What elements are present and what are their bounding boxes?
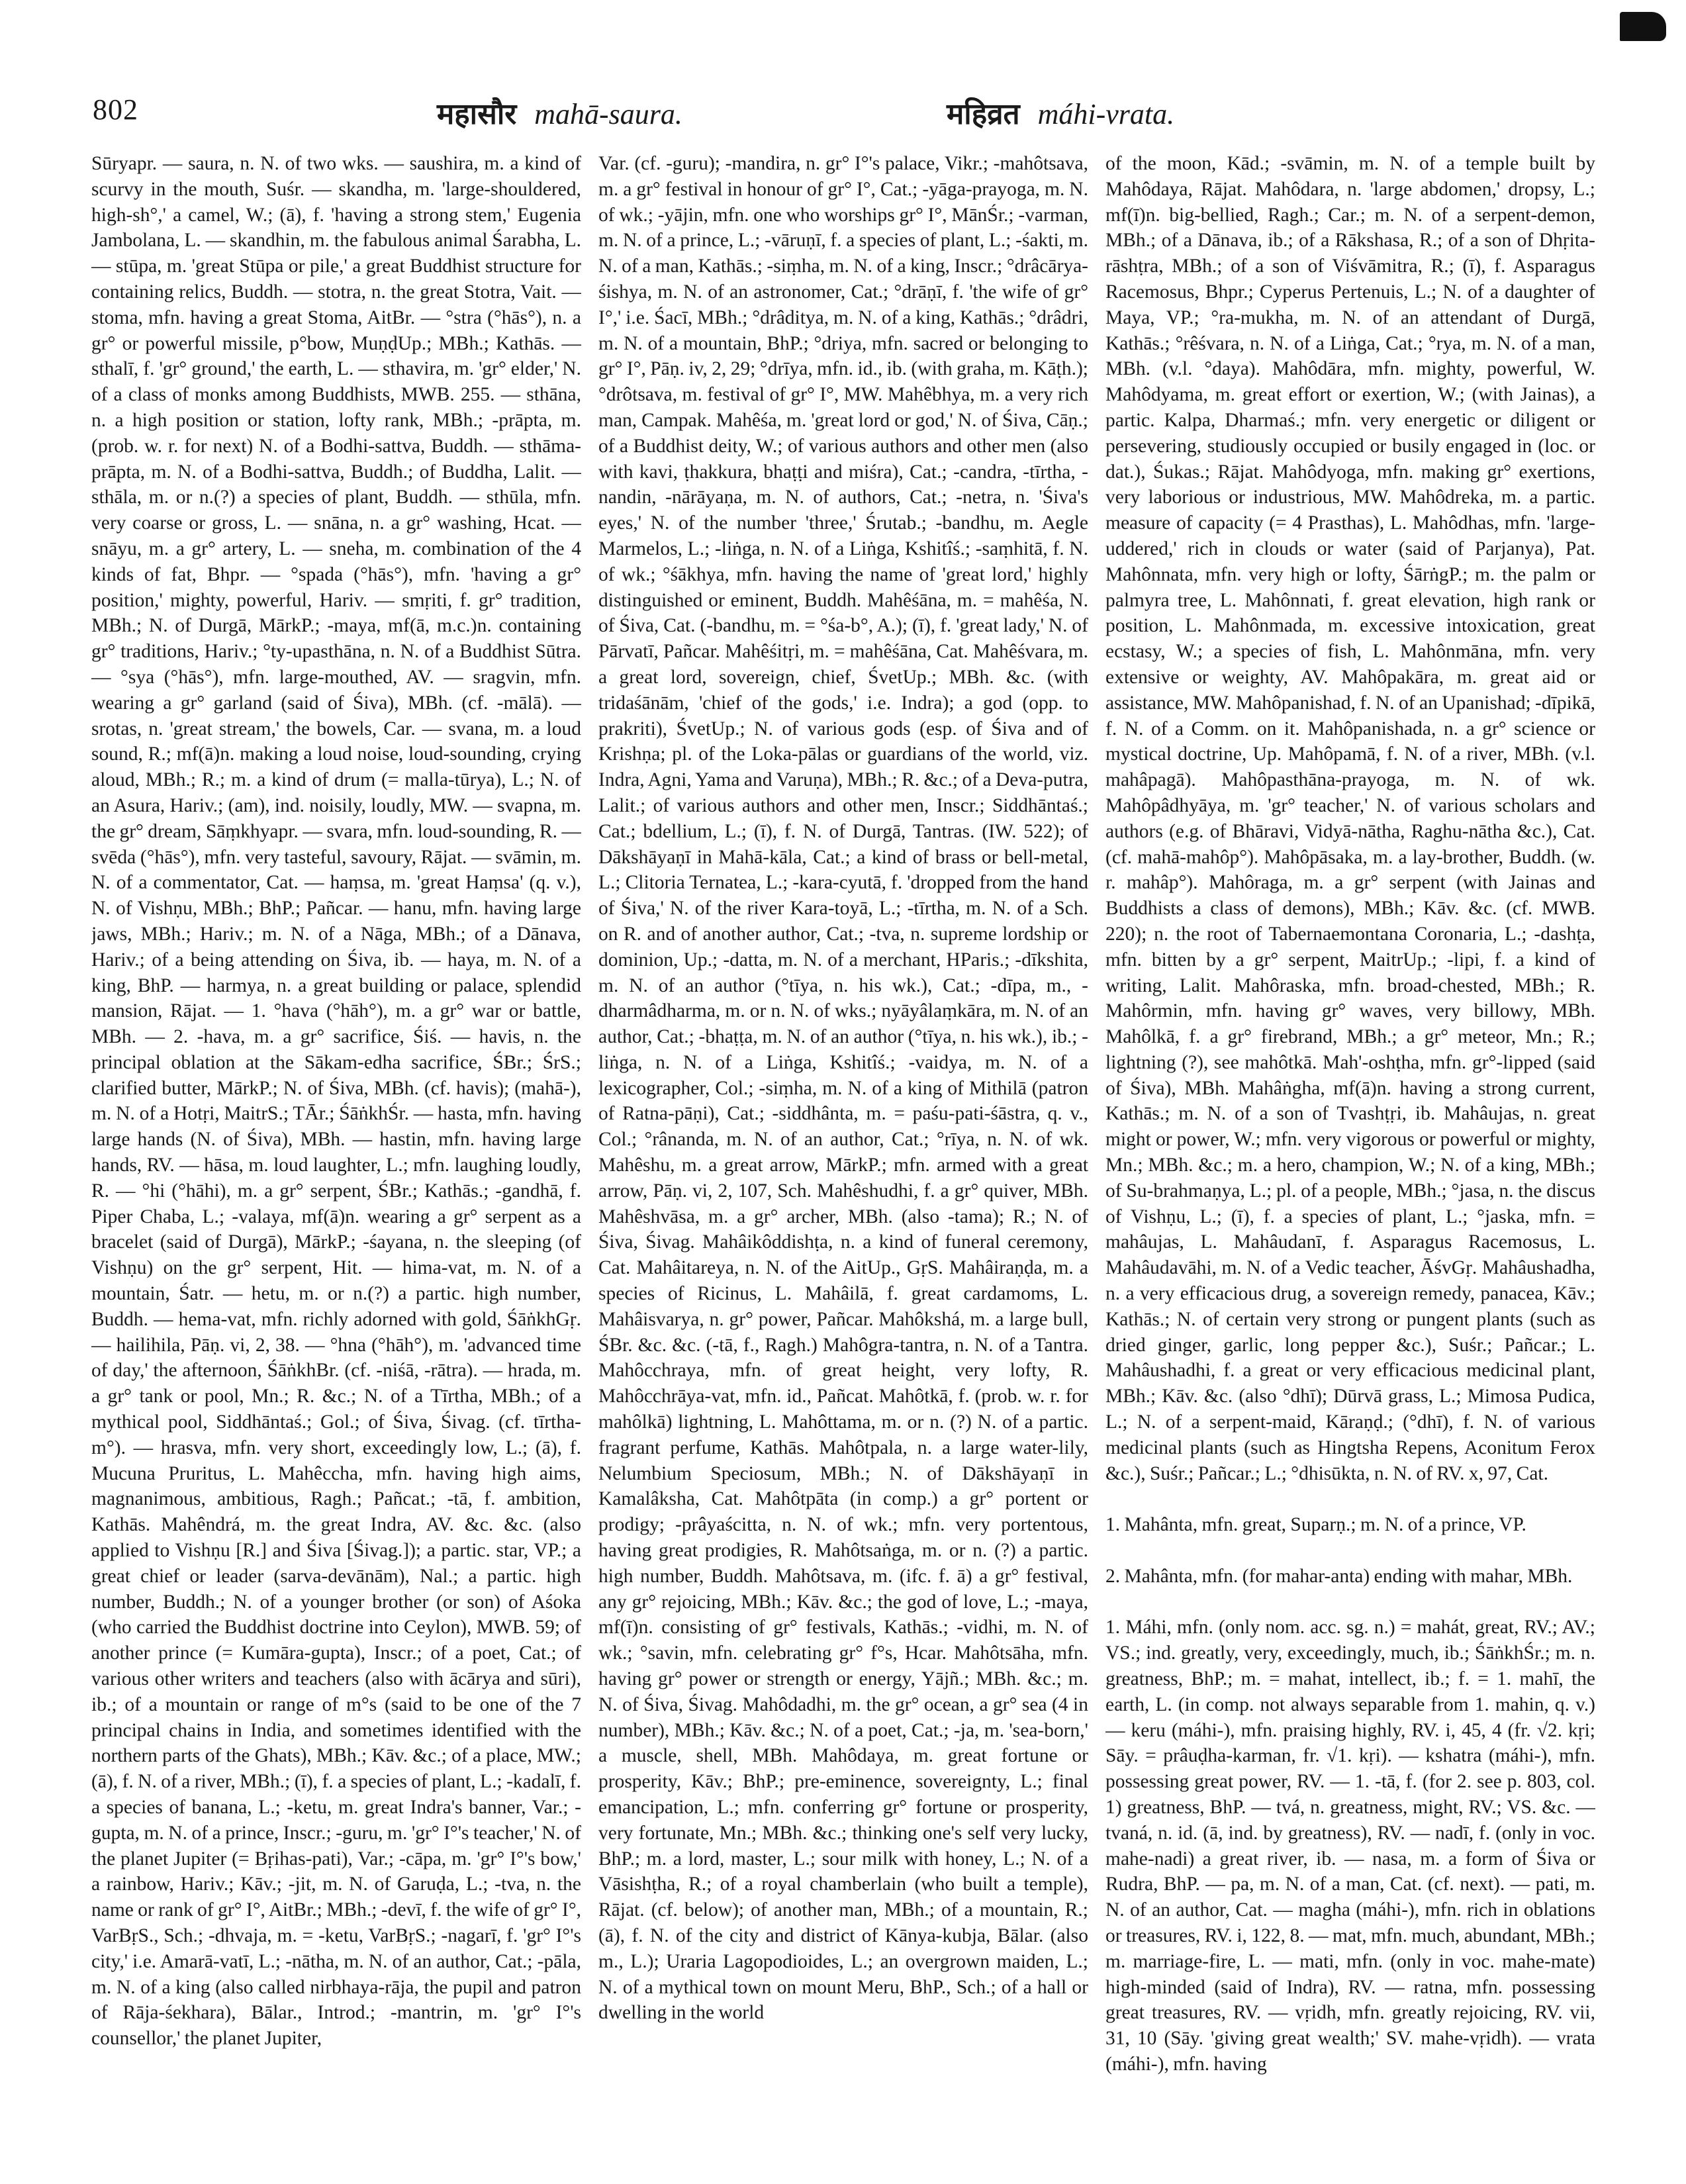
corner-scan-mark — [1620, 12, 1666, 41]
column-right-text: of the moon, Kād.; -svāmin, m. N. of a temple built by Mahôdaya, Rājat. Mahôdara, n. 'large abdomen,' dropsy, L.; mf(ī)n. big-bellied, Ragh.; Car.; m. N. of a serpent-demon, MBh.; of a Dānava, ib.; of a Rākshasa, R.; of a son of Dhṛita-rāshṭra, MBh.; of a son of Viśvāmitra, R.; (ī), f. Asparagus Racemosus, Bhpr.; Cyperus Pertenuis, L.; N. of a daughter of Maya, VP.; °ra-mukha, m. N. of an attendant of Durgā, Kathās.; °rêśvara, n. N. of a Liṅga, Cat.; °rya, m. N. of a man, MBh. (v.l. °daya). Mahôdāra, mfn. mighty, powerful, W. Mahôdyama, m. great effort or exertion, W.; (with Jainas), a partic. Kalpa, Dharmaś.; mfn. very energetic or diligent or persevering, studiously occupied or busily engaged in (loc. or dat.), Śukas.; Rājat. Mahôdyoga, mfn. making gr° exertions, very laborious or industrious, MW. Mahôdreka, m. a partic. measure of capacity (= 4 Prasthas), L. Mahôdhas, mfn. 'large-uddered,' rich in clouds or water (said of Parjanya), Pat. Mahônnata, mfn. very high or lofty, ŚārṅgP.; m. the palm or palmyra tree, L. Mahônnati, f. great elevation, high rank or position, L. Mahônmada, m. excessive intoxication, great ecstasy, W.; a species of fish, L. Mahônmāna, mfn. very extensive or weighty, AV. Mahôpakāra, m. great aid or assistance, MW. Mahôpanishad, f. N. of an Upanishad; -dīpikā, f. N. of a Comm. on it. Mahôpanishada, n. a gr° science or mystical doctrine, Up. Mahôpamā, f. N. of a river, MBh. (v.l. mahâpagā). Mahôpasthāna-prayoga, m. N. of wk. Mahôpâdhyāya, m. 'gr° teacher,' N. of various scholars and authors (e.g. of Bhāravi, Vidyā-nātha, Raghu-nātha &c.), Cat. (cf. mahā-mahôp°). Mahôpāsaka, m. a lay-brother, Buddh. (w. r. mahâp°). Mahôraga, m. a gr° serpent (with Jainas and Buddhists a class of demons), MBh.; Kāv. &c. (cf. MWB. 220); n. the root of Tabernaemontana Coronaria, L.; -dashṭa, mfn. bitten by a gr° serpent, MaitrUp.; -lipi, f. a kind of writing, Lalit. Mahôraska, mfn. broad-chested, MBh.; R. Mahôrmin, mfn. having gr° waves, very billowy, MBh. Mahôlkā, f. a gr° firebrand, MBh.; a gr° meteor, Mn.; R.; lightning (?), see mahôtkā. Mah'-oshṭha, mfn. gr°-lipped (said of Śiva), MBh. Mahâṅgha, mf(ā)n. having a strong current, Kathās.; m. N. of a son of Tvashṭṛi, ib. Mahâujas, n. great might or power, W.; mfn. very vigorous or powerful or mighty, Mn.; MBh. &c.; m. a hero, champion, W.; N. of a king, MBh.; of Su-brahmaṇya, L.; pl. of a people, MBh.; °jasa, n. the discus of Vishṇu, L.; (ī), f. a species of plant, L.; °jaska, mfn. = mahâujas, L. Mahâudanī, f. Asparagus Racemosus, L. Mahâudavāhi, m. N. of a Vedic teacher, ĀśvGṛ. Mahâushadha, n. a very efficacious drug, a sovereign remedy, panacea, Kāv.; Kathās.; N. of certain very strong or pungent plants (such as dried ginger, garlic, long pepper &c.), Suśr.; Pañcar.; L. Mahâushadhi, f. a great or very efficacious medicinal plant, MBh.; Kāv. &c. (also °dhī); Dūrvā grass, L.; Mimosa Pudica, L.; N. of a serpent-maid, Kāraṇḍ.; (°dhī), f. N. of various medicinal plants (such as Hingtsha Repens, Aconitum Ferox &c.), Suśr.; Pañcar.; L.; °dhisūkta, n. N. of RV. x, 97, Cat. 1. Mahânta, mfn. great, Suparṇ.; m. N. of a prince, VP. 2. Mahânta, mfn. (for mahar-anta) ending with mahar, MBh. 1. Máhi, mfn. (only nom. acc. sg. n.) = mahát, great, RV.; AV.; VS.; ind. greatly, very, exceedingly, much, ib.; ŚāṅkhŚr.; m. n. greatness, BhP.; m. = mahat, intellect, ib.; f. = 1. mahī, the earth, L. (in comp. not always separable from 1. mahin, q. v.) — keru (máhi-), mfn. praising highly, RV. i, 45, 4 (fr. √2. kṛi; Sāy. = prâuḍha-karman, fr. √1. kṛi). — kshatra (máhi-), mfn. possessing great power, RV. — 1. -tā, f. (for 2. see p. 803, col. 1) greatness, BhP. — tvá, n. greatness, might, RV.; VS. &c. — tvaná, n. id. (ā, ind. by greatness), RV. — nadī, f. (only in voc. mahe-nadi) a great river, ib. — nasa, m. a form of Śiva or Rudra, BhP. — pa, m. N. of a man, Cat. (cf. next). — pati, m. N. of an author, Cat. — magha (máhi-), mfn. rich in oblations or treasures, RV. i, 122, 8. — mat, mfn. much, abundant, MBh.; m. marriage-fire, L. — mati, mfn. (only in voc. mahe-mate) high-minded (said of Indra), RV. — ratna, mfn. possessing great treasures, RV. — vṛidh, mfn. greatly rejoicing, RV. vii, 31, 10 (Sāy. 'giving great wealth;' SV. mahe-vṛidh). — vrata (máhi-), mfn. having — [1105, 153, 1595, 2075]
column-left — [91, 151, 581, 2144]
column-left-text: Sūryapr. — saura, n. N. of two wks. — saushira, m. a kind of scurvy in the mouth, Suśr. — skandha, m. 'large-shouldered, high-sh°,' a camel, W.; (ā), f. 'having a strong stem,' Eugenia Jambolana, L. — skandhin, m. the fabulous animal Śarabha, L. — stūpa, m. 'great Stūpa or pile,' a great Buddhist structure for containing relics, Buddh. — stotra, n. the great Stotra, Vait. — stoma, mfn. having a great Stoma, AitBr. — °stra (°hās°), n. a gr° or powerful missile, p°bow, MuṇḍUp.; MBh.; Kathās. — sthalī, f. 'gr° ground,' the earth, L. — sthavira, m. 'gr° elder,' N. of a class of monks among Buddhists, MWB. 255. — sthāna, n. a high position or station, lofty rank, MBh.; -prāpta, m. (prob. w. r. for next) N. of a Bodhi-sattva, Buddh. — sthāma-prāpta, m. N. of a Bodhi-sattva, Buddh.; of Buddha, Lalit. — sthāla, m. or n.(?) a species of plant, Buddh. — sthūla, mfn. very coarse or gross, L. — snāna, n. a gr° washing, Hcat. — snāyu, m. a gr° artery, L. — sneha, m. combination of the 4 kinds of fat, Bhpr. — °spada (°hās°), mfn. 'having a gr° position,' mighty, powerful, Hariv. — smṛiti, f. gr° tradition, MBh.; N. of Durgā, MārkP.; -maya, mf(ā, m.c.)n. containing gr° traditions, Hariv.; °ty-upasthāna, n. N. of a Buddhist Sūtra. — °sya (°hās°), mfn. large-mouthed, AV. — sragvin, mfn. wearing a gr° garland (said of Śiva), MBh. (cf. -mālā). — srotas, n. 'great stream,' the bowels, Car. — svana, m. a loud sound, R.; mf(ā)n. making a loud noise, loud-sounding, crying aloud, MBh.; R.; m. a kind of drum (= malla-tūrya), L.; N. of an Asura, Hariv.; (am), ind. noisily, loudly, MW. — svapna, m. the gr° dream, Sāṃkhyapr. — svara, mfn. loud-sounding, R. — svēda (°hās°), mfn. very tasteful, savoury, Rājat. — svāmin, m. N. of a commentator, Cat. — haṃsa, m. 'great Haṃsa' (q. v.), N. of Vishṇu, MBh.; BhP.; Pañcar. — hanu, mfn. having large jaws, MBh.; Hariv.; m. N. of a Nāga, MBh.; of a Dānava, Hariv.; of a being attending on Śiva, ib. — haya, m. N. of a king, BhP. — harmya, n. a great building or palace, splendid mansion, Rājat. — 1. °hava (°hāh°), m. a gr° war or battle, MBh. — 2. -hava, m. a gr° sacrifice, Śiś. — havis, n. the principal oblation at the Sākam-edha sacrifice, ŚBr.; ŚrS.; clarified butter, MārkP.; N. of Śiva, MBh. (cf. havis); (mahā-), m. N. of a Hotṛi, MaitrS.; TĀr.; ŚāṅkhŚr. — hasta, mfn. having large hands (N. of Śiva), MBh. — hastin, mfn. having large hands, RV. — hāsa, m. loud laughter, L.; mfn. laughing loudly, R. — °hi (°hāhi), m. a gr° serpent, ŚBr.; Kathās.; -gandhā, f. Piper Chaba, L.; -valaya, mf(ā)n. wearing a gr° serpent as a bracelet (said of Durgā), MārkP.; -śayana, n. the sleeping (of Vishṇu) on the gr° serpent, Hit. — hima-vat, m. N. of a mountain, Śatr. — hetu, m. or n.(?) a partic. high number, Buddh. — hema-vat, mfn. richly adorned with gold, ŚāṅkhGṛ. — hailihila, Pāṇ. vi, 2, 38. — °hna (°hāh°), m. 'advanced time of day,' the afternoon, ŚāṅkhBr. (cf. -niśā, -rātra). — hrada, m. a gr° tank or pool, Mn.; R. &c.; N. of a Tīrtha, MBh.; of a mythical pool, Siddhāntaś.; Gol.; of Śiva, Śivag. (cf. tīrtha-m°). — hrasva, mfn. very short, exceedingly low, L.; (ā), f. Mucuna Pruritus, L. Mahêccha, mfn. having high aims, magnanimous, ambitious, Ragh.; Pañcat.; -tā, f. ambition, Kathās. Mahêndrá, m. the great Indra, AV. &c. &c. (also applied to Vishṇu [R.] and Śiva [Śivag.]); a partic. star, VP.; a great chief or leader (sarva-devānām), Nal.; a partic. high number, Buddh.; N. of a younger brother (or son) of Aśoka (who carried the Buddhist doctrine into Ceylon), MWB. 59; of another prince (= Kumāra-gupta), Inscr.; of a poet, Cat.; of various other writers and teachers (also with ācārya and sūri), ib.; of a mountain or range of m°s (said to be one of the 7 principal chains in India, and sometimes identified with the northern parts of the Ghats), MBh.; Kāv. &c.; of a place, MW.; (ā), f. N. of a river, MBh.; (ī), f. a species of plant, L.; -kadalī, f. a species of banana, L.; -ketu, m. great Indra's banner, Var.; -gupta, m. N. of a prince, Inscr.; -guru, m. 'gr° I°'s teacher,' N. of the planet Jupiter (= Bṛihas-pati), Var.; -cāpa, m. 'gr° I°'s bow,' a rainbow, Hariv.; Kāv.; -jit, m. N. of Garuḍa, L.; -tva, n. the name or rank of gr° I°, AitBr.; MBh.; -devī, f. the wife of gr° I°, VarBṛS., Sch.; -dhvaja, m. = -ketu, VarBṛS.; -nagarī, f. 'gr° I°'s city,' i.e. Amarā-vatī, L.; -nātha, m. N. of an author, Cat.; -pāla, m. N. of a king (also called nirbhaya-rāja, the pupil and patron of Rāja-śekhara), Bālar., Introd.; -mantrin, m. 'gr° I°'s counsellor,' the planet Jupiter, — [91, 153, 581, 2050]
left-headword-roman: mahā-saura. — [534, 98, 682, 130]
page-header — [93, 93, 1593, 139]
page-number: 802 — [93, 93, 138, 126]
column-middle-text: Var. (cf. -guru); -mandira, n. gr° I°'s palace, Vikr.; -mahôtsava, m. a gr° festival in honour of gr° I°, Cat.; -yāga-prayoga, m. N. of wk.; -yājin, mfn. one who worships gr° I°, MānŚr.; -varman, m. N. of a prince, L.; -vāruṇī, f. a species of plant, L.; -śakti, m. N. of a man, Kathās.; -siṃha, m. N. of a king, Inscr.; °drâcārya-śishya, m. N. of an astronomer, Cat.; °drāṇī, f. 'the wife of gr° I°,' i.e. Śacī, MBh.; °drâditya, m. N. of a king, Kathās.; °drâdri, m. N. of a mountain, BhP.; °driya, mfn. sacred or belonging to gr° I°, Pāṇ. iv, 2, 29; °drīya, mfn. id., ib. (with graha, m. Kāṭh.); °drôtsava, m. festival of gr° I°, MW. Mahêbhya, m. a very rich man, Campak. Mahêśa, m. 'great lord or god,' N. of Śiva, Cāṇ.; of a Buddhist deity, W.; of various authors and other men (also with kavi, ṭhakkura, bhaṭṭi and miśra), Cat.; -candra, -tīrtha, -nandin, -nārāyaṇa, m. N. of authors, Cat.; -netra, n. 'Śiva's eyes,' N. of the number 'three,' Śrutab.; -bandhu, m. Aegle Marmelos, L.; -liṅga, n. N. of a Liṅga, Kshitîś.; -saṃhitā, f. N. of wk.; °śākhya, mfn. having the name of 'great lord,' highly distinguished or eminent, Buddh. Mahêśāna, m. = mahêśa, N. of Śiva, Cat. (-bandhu, m. = °śa-b°, A.); (ī), f. 'great lady,' N. of Pārvatī, Pañcar. Mahêśitṛi, m. = mahêśāna, Cat. Mahêśvara, m. a great lord, sovereign, chief, ŚvetUp.; MBh. &c. (with tridaśānām, 'chief of the gods,' i.e. Indra); a god (opp. to prakriti), ŚvetUp.; N. of various gods (esp. of Śiva and of Krishṇa; pl. of the Loka-pālas or guardians of the world, viz. Indra, Agni, Yama and Varuṇa), MBh.; R. &c.; of a Deva-putra, Lalit.; of various authors and other men, Inscr.; Siddhāntaś.; Cat.; bdellium, L.; (ī), f. N. of Durgā, Tantras. (IW. 522); of Dākshāyaṇī in Mahā-kāla, Cat.; a kind of brass or bell-metal, L.; Clitoria Ternatea, L.; -kara-cyutā, f. 'dropped from the hand of Śiva,' N. of the river Kara-toyā, L.; -tīrtha, m. N. of a Sch. on R. and of another author, Cat.; -tva, n. supreme lordship or dominion, Up.; -datta, m. N. of a merchant, HParis.; -dīkshita, m. N. of an author (°tīya, n. his wk.), Cat.; -dīpa, m., -dharmâdharma, m. or n. N. of wks.; nyāyâlaṃkāra, m. N. of an author, Cat.; -bhaṭṭa, m. N. of an author (°tīya, n. his wk.), ib.; -liṅga, n. N. of a Liṅga, Kshitîś.; -vaidya, m. N. of a lexicographer, Col.; -siṃha, m. N. of a king of Mithilā (patron of Ratna-pāṇi), Cat.; -siddhânta, m. = paśu-pati-śāstra, q. v., Col.; °rânanda, m. N. of an author, Cat.; °rīya, n. N. of wk. Mahêshu, m. a great arrow, MārkP.; mfn. armed with a great arrow, Pāṇ. vi, 2, 107, Sch. Mahêshudhi, f. a gr° quiver, MBh. Mahêshvāsa, m. a gr° archer, MBh. (also -tama); R.; N. of Śiva, Śivag. Mahâikôddishṭa, n. a kind of funeral ceremony, Cat. Mahâitareya, n. N. of the AitUp., GṛS. Mahâiraṇḍa, m. a species of Ricinus, L. Mahâilā, f. great cardamoms, L. Mahâisvarya, n. gr° power, Pañcar. Mahôkshá, m. a large bull, ŚBr. &c. &c. (-tā, f., Ragh.) Mahôgra-tantra, n. N. of a Tantra. Mahôcchraya, mfn. of great height, very lofty, R. Mahôcchrāya-vat, mfn. id., Pañcat. Mahôtkā, f. (prob. w. r. for mahôlkā) lightning, L. Mahôttama, m. or n. (?) N. of a partic. fragrant perfume, Kathās. Mahôtpala, n. a large water-lily, Nelumbium Speciosum, MBh.; N. of Dākshāyaṇī in Kamalâksha, Cat. Mahôtpāta (in comp.) a gr° portent or prodigy; -prâyaścitta, n. N. of wk.; mfn. very portentous, having great prodigies, R. Mahôtsaṅga, m. or n. (?) a partic. high number, Buddh. Mahôtsava, m. (ifc. f. ā) a gr° festival, any gr° rejoicing, MBh.; Kāv. &c.; the god of love, L.; -maya, mf(ī)n. consisting of gr° festivals, Kathās.; -vidhi, m. N. of wk.; °savin, mfn. celebrating gr° f°s, Hcar. Mahôtsāha, mfn. having gr° power or strength or energy, Yājñ.; MBh. &c.; m. N. of Śiva, Śivag. Mahôdadhi, m. the gr° ocean, a gr° sea (4 in number), MBh.; Kāv. &c.; N. of a poet, Cat.; -ja, m. 'sea-born,' a muscle, shell, MBh. Mahôdaya, m. great fortune or prosperity, Kāv.; BhP.; pre-eminence, sovereignty, L.; final emancipation, L.; mfn. conferring gr° fortune or prosperity, very fortunate, Mn.; MBh. &c.; thinking one's self very lucky, BhP.; m. a lord, master, L.; sour milk with honey, L.; N. of a Vāsishṭha, R.; of a royal chamberlain (who built a temple), Rājat. (cf. below); of another man, MBh.; of a mountain, R.; (ā), f. N. of the city and district of Kānya-kubja, Bālar. (also m., L.); Uraria Lagopodioides, L.; an overgrown maiden, L.; N. of a mythical town on mount Meru, BhP., Sch.; of a hall or dwelling in the world — [598, 153, 1088, 2024]
left-headword-devanagari: महासौर — [437, 97, 517, 131]
left-running-head — [437, 93, 682, 132]
right-headword-devanagari: महिव्रत — [947, 97, 1020, 131]
right-headword-roman: máhi-vrata. — [1037, 98, 1175, 130]
dictionary-columns — [91, 151, 1595, 2144]
right-running-head — [947, 93, 1174, 132]
column-middle — [598, 151, 1088, 2144]
column-right — [1105, 151, 1595, 2144]
